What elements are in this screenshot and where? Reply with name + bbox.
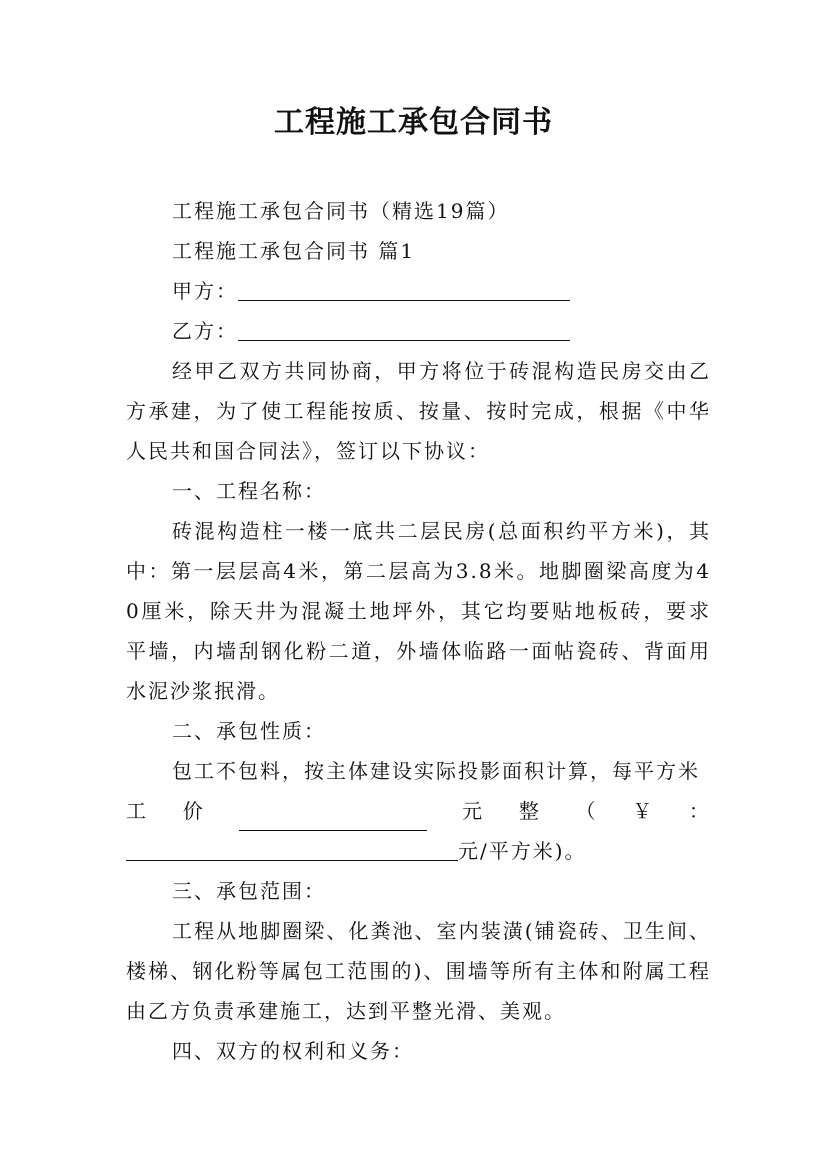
document-body bbox=[126, 191, 711, 1071]
item1-body: 砖混构造柱一楼一底共二层民房(总面积约平方米)，其中：第一层层高4米，第二层高为3.8米。地脚圈梁高度为40厘米，除天井为混凝土地坪外，其它均要贴地板砖，要求平墙，内墙刮钢化粉二道，外墙体临路一面帖瓷砖、背面用水泥沙浆抿滑。 bbox=[126, 519, 711, 703]
price-blank bbox=[239, 810, 427, 831]
item3-heading: 三、承包范围： bbox=[172, 879, 326, 903]
price-word-3: 元 bbox=[462, 799, 485, 823]
party-a-label: 甲方： bbox=[172, 279, 238, 303]
item1-heading: 一、工程名称： bbox=[172, 479, 326, 503]
item2-price-line bbox=[126, 791, 711, 831]
party-a-blank bbox=[238, 280, 570, 301]
price-word-6: ￥ bbox=[632, 799, 655, 823]
item2-unit-line bbox=[126, 831, 711, 871]
party-b-blank bbox=[238, 320, 570, 341]
document-subtitle: 工程施工承包合同书（精选19篇） bbox=[172, 199, 510, 223]
document-title: 工程施工承包合同书 bbox=[274, 105, 553, 140]
item2-body: 包工不包料，按主体建设实际投影面积计算，每平方米 bbox=[172, 759, 700, 783]
price-word-1: 工 bbox=[126, 799, 148, 823]
unit-price-blank bbox=[126, 840, 458, 861]
item2-unit: 元/平方米)。 bbox=[458, 839, 587, 863]
price-word-5: （ bbox=[575, 799, 598, 823]
party-b-label: 乙方： bbox=[172, 319, 238, 343]
price-word-7: ： bbox=[688, 799, 711, 823]
item3-body: 工程从地脚圈梁、化粪池、室内装潢(铺瓷砖、卫生间、楼梯、钢化粉等属包工范围的)、围墙等所有主体和附属工程由乙方负责承建施工，达到平整光滑、美观。 bbox=[126, 919, 711, 1023]
party-b-line bbox=[126, 311, 711, 351]
party-a-line bbox=[126, 271, 711, 311]
intro-paragraph: 经甲乙双方共同协商，甲方将位于砖混构造民房交由乙方承建，为了使工程能按质、按量、按时完成，根据《中华人民共和国合同法》，签订以下协议： bbox=[126, 359, 711, 463]
section-heading: 工程施工承包合同书 篇1 bbox=[172, 239, 416, 263]
price-word-4: 整 bbox=[518, 799, 541, 823]
item4-heading: 四、双方的权利和义务： bbox=[172, 1039, 414, 1063]
price-word-2: 价 bbox=[182, 799, 205, 823]
item2-heading: 二、承包性质： bbox=[172, 719, 326, 743]
